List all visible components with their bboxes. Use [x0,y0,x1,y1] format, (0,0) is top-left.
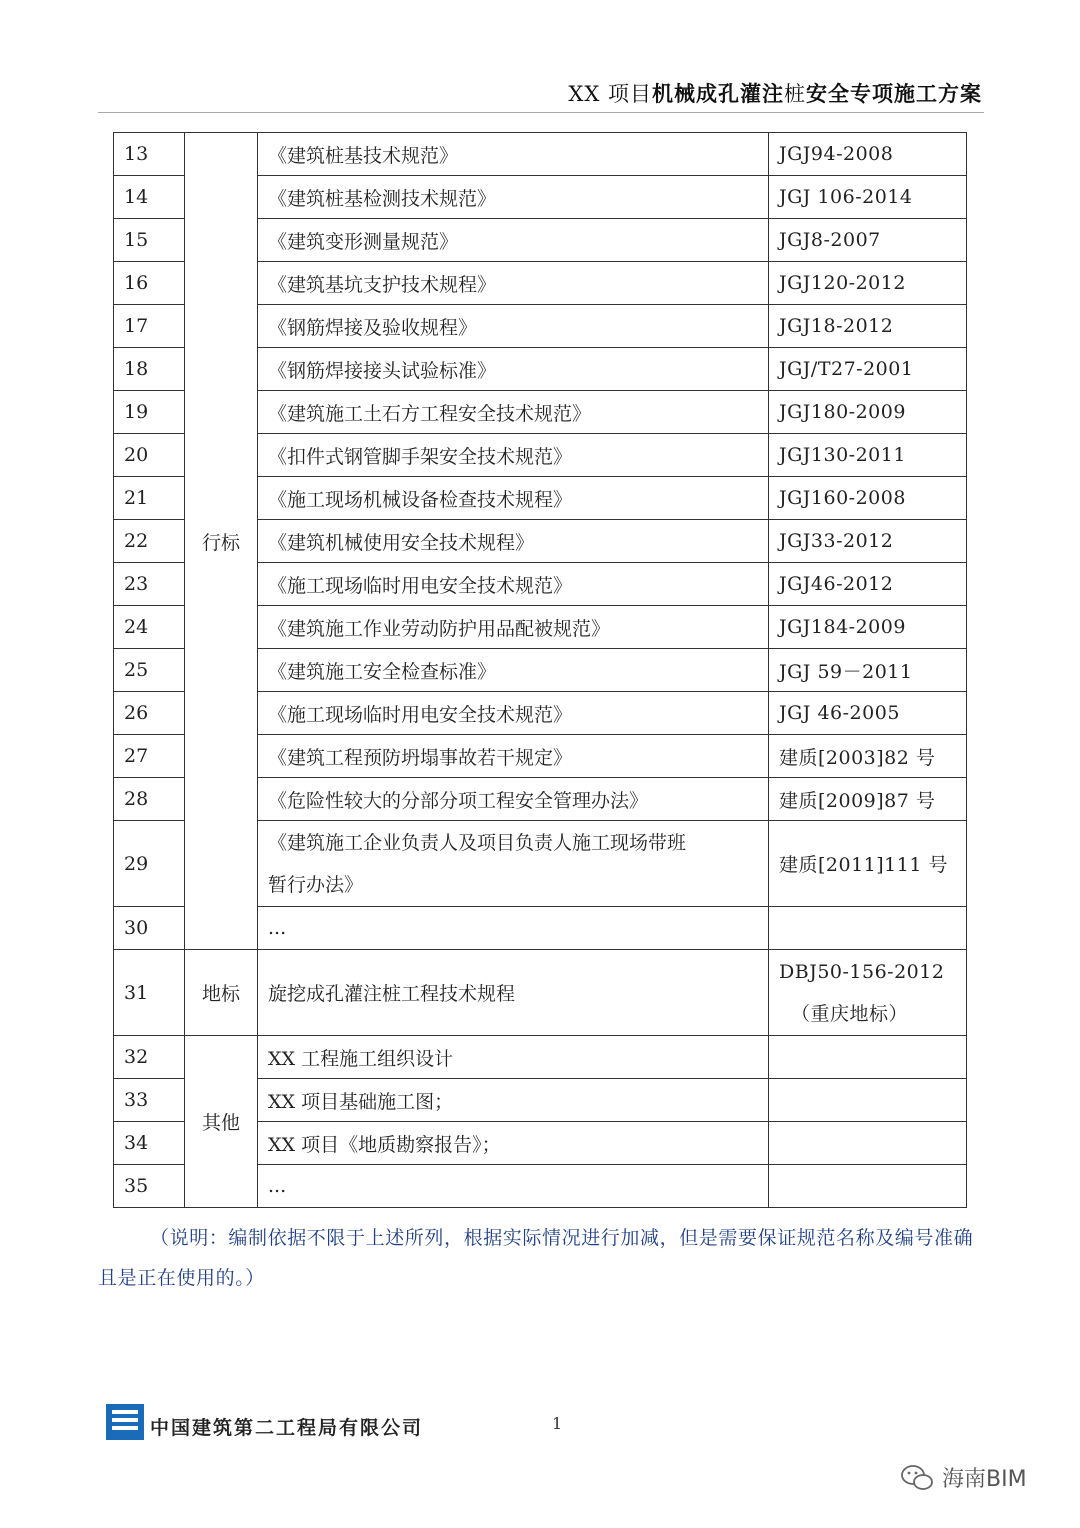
row-number: 31 [114,950,185,1036]
standard-code [769,1122,967,1165]
page-number: 1 [552,1414,563,1433]
standards-table [113,132,967,1208]
standard-code [769,1165,967,1208]
standard-name: 《建筑施工土石方工程安全技术规范》 [258,391,769,434]
row-number: 28 [114,778,185,821]
standard-name: 《建筑施工作业劳动防护用品配被规范》 [258,606,769,649]
header-rule [98,112,984,113]
table-row [114,133,967,176]
standard-name: 《钢筋焊接接头试验标准》 [258,348,769,391]
standard-name: 旋挖成孔灌注桩工程技术规程 [258,950,769,1036]
standard-name: 《建筑变形测量规范》 [258,219,769,262]
standard-name: 《施工现场临时用电安全技术规范》 [258,692,769,735]
standard-code-line2: （重庆地标） [791,1002,909,1025]
header-prefix: XX 项目 [568,82,652,106]
row-number: 23 [114,563,185,606]
standard-name-line2: 暂行办法》 [268,873,364,896]
standard-name: ... [258,907,769,950]
row-number: 20 [114,434,185,477]
standard-code: JGJ160-2008 [769,477,967,520]
row-number: 25 [114,649,185,692]
row-number: 21 [114,477,185,520]
standard-code: 建质[2011]111 号 [769,821,967,907]
standard-code: JGJ18-2012 [769,305,967,348]
standard-code: JGJ180-2009 [769,391,967,434]
standard-name: 《建筑桩基检测技术规范》 [258,176,769,219]
standard-code: JGJ 106-2014 [769,176,967,219]
standard-code: JGJ94-2008 [769,133,967,176]
standard-name: 《建筑机械使用安全技术规程》 [258,520,769,563]
row-number: 14 [114,176,185,219]
footer-company: 中国建筑第二工程局有限公司 [150,1417,424,1439]
watermark [900,1462,1027,1493]
company-logo-icon [106,1404,144,1440]
row-number: 29 [114,821,185,907]
header-title-mid: 桩 [784,82,806,106]
category-qita: 其他 [185,1036,258,1208]
standard-name: 《危险性较大的分部分项工程安全管理办法》 [258,778,769,821]
standard-name: 《建筑桩基技术规范》 [258,133,769,176]
standard-name-line1: 《建筑施工企业负责人及项目负责人施工现场带班 [268,831,687,854]
document-header [568,78,982,108]
standard-name: 《建筑工程预防坍塌事故若干规定》 [258,735,769,778]
standard-code [769,950,967,1036]
standard-code: JGJ184-2009 [769,606,967,649]
standard-code: JGJ8-2007 [769,219,967,262]
standard-code: JGJ 46-2005 [769,692,967,735]
standard-name: 《扣件式钢管脚手架安全技术规范》 [258,434,769,477]
watermark-text: 海南BIM [942,1467,1027,1492]
header-title-strong: 机械成孔灌注 [652,82,784,106]
wechat-icon [900,1463,934,1493]
row-number: 34 [114,1122,185,1165]
standard-name: XX 项目《地质勘察报告》； [258,1122,769,1165]
row-number: 15 [114,219,185,262]
standard-name: XX 项目基础施工图； [258,1079,769,1122]
standard-code [769,1079,967,1122]
row-number: 18 [114,348,185,391]
standard-code: JGJ120-2012 [769,262,967,305]
category-hangbiao: 行标 [185,133,258,950]
row-number: 19 [114,391,185,434]
standard-name: 《施工现场机械设备检查技术规程》 [258,477,769,520]
row-number: 27 [114,735,185,778]
standard-name: ... [258,1165,769,1208]
standard-code [769,907,967,950]
header-title-end: 安全专项施工方案 [806,82,982,106]
row-number: 32 [114,1036,185,1079]
standard-code [769,1036,967,1079]
row-number: 26 [114,692,185,735]
row-number: 33 [114,1079,185,1122]
table-row [114,1036,967,1079]
standard-name [258,821,769,907]
standard-name: 《施工现场临时用电安全技术规范》 [258,563,769,606]
explanation-note: （说明：编制依据不限于上述所列，根据实际情况进行加减，但是需要保证规范名称及编号准确且是正在使用的。） [98,1227,974,1289]
row-number: 13 [114,133,185,176]
row-number: 30 [114,907,185,950]
category-dibiao: 地标 [185,950,258,1036]
row-number: 24 [114,606,185,649]
standard-code: JGJ46-2012 [769,563,967,606]
standard-code: 建质[2003]82 号 [769,735,967,778]
standard-code: 建质[2009]87 号 [769,778,967,821]
standard-name: 《建筑施工安全检查标准》 [258,649,769,692]
standard-name: 《钢筋焊接及验收规程》 [258,305,769,348]
standard-code: JGJ/T27-2001 [769,348,967,391]
row-number: 16 [114,262,185,305]
row-number: 17 [114,305,185,348]
standard-code: JGJ130-2011 [769,434,967,477]
standard-code: JGJ 59－2011 [769,649,967,692]
table-row [114,950,967,1036]
standard-name: 《建筑基坑支护技术规程》 [258,262,769,305]
row-number: 22 [114,520,185,563]
standard-code-line1: DBJ50-156-2012 [779,960,945,983]
standard-name: XX 工程施工组织设计 [258,1036,769,1079]
row-number: 35 [114,1165,185,1208]
standard-code: JGJ33-2012 [769,520,967,563]
